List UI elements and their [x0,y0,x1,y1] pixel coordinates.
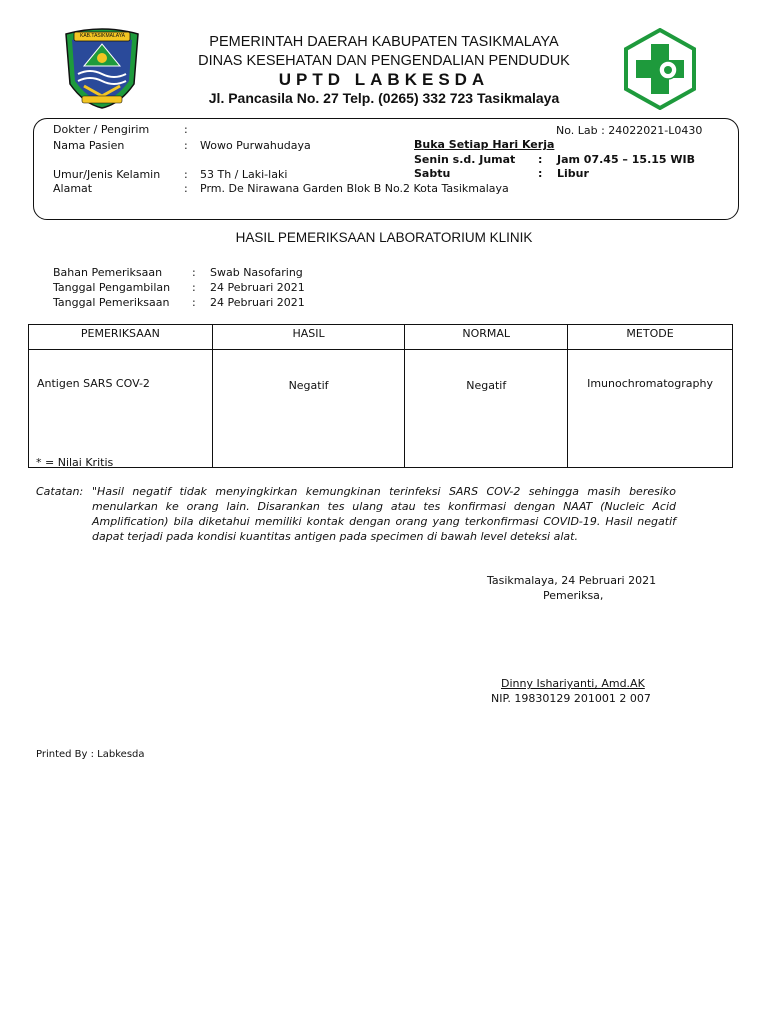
signature-nip: NIP. 19830129 201001 2 007 [491,692,651,705]
doctor-sep: : [184,123,188,136]
collection-date-sep: : [192,281,196,294]
signature-role: Pemeriksa, [543,589,604,602]
saturday-label: Sabtu [414,167,451,180]
weekday-sep: : [538,153,543,166]
health-cross-logo [624,28,696,110]
specimen-value: Swab Nasofaring [210,266,303,279]
header-method: METODE [568,325,733,350]
printed-by: Printed By : Labkesda [36,749,145,760]
table-row [29,350,733,468]
address-sep: : [184,182,188,195]
weekday-label: Senin s.d. Jumat [414,153,516,166]
examination-name: Antigen SARS COV-2 [37,377,150,390]
age-gender-sep: : [184,168,188,181]
normal-value: Negatif [466,379,507,392]
signature-name: Dinny Ishariyanti, Amd.AK [501,677,645,690]
opening-hours-title: Buka Setiap Hari Kerja [414,138,555,151]
saturday-sep: : [538,167,543,180]
regency-emblem-logo [60,26,144,110]
age-gender-value: 53 Th / Laki-laki [200,168,288,181]
header-government: PEMERINTAH DAERAH KABUPATEN TASIKMALAYA [209,34,559,50]
results-header-row [29,325,733,350]
address-value: Prm. De Nirawana Garden Blok B No.2 Kota Tasikmalaya [200,182,509,195]
notes-block [36,484,676,544]
method-value: Imunochromatography [587,377,713,390]
header-normal: NORMAL [405,325,568,350]
collection-date-value: 24 Pebruari 2021 [210,281,305,294]
patient-name-label: Nama Pasien [53,139,125,152]
cell-method [568,350,733,468]
cell-result [212,350,405,468]
patient-name-value: Wowo Purwahudaya [200,139,311,152]
specimen-label: Bahan Pemeriksaan [53,266,163,279]
critical-value-note: * = Nilai Kritis [36,456,114,469]
address-label: Alamat [53,182,93,195]
result-value: Negatif [288,379,329,392]
age-gender-label: Umur/Jenis Kelamin [53,168,161,181]
header-department: DINAS KESEHATAN DAN PENGENDALIAN PENDUDUK [198,53,570,69]
header-examination: PEMERIKSAAN [29,325,213,350]
weekday-hours: Jam 07.45 – 15.15 WIB [557,153,695,166]
lab-number: No. Lab : 24022021-L0430 [556,124,703,137]
exam-date-label: Tanggal Pemeriksaan [53,296,170,309]
cell-normal [405,350,568,468]
notes-label: Catatan: [36,485,84,498]
doctor-label: Dokter / Pengirim [53,123,150,136]
report-title: HASIL PEMERIKSAAN LABORATORIUM KLINIK [235,230,533,245]
signature-place-date: Tasikmalaya, 24 Pebruari 2021 [487,574,657,587]
specimen-sep: : [192,266,196,279]
patient-name-sep: : [184,139,188,152]
header-result: HASIL [212,325,405,350]
exam-date-sep: : [192,296,196,309]
notes-text: "Hasil negatif tidak menyingkirkan kemungkinan terinfeksi SARS COV-2 sehingga masih beresiko menularkan ke orang lain. Disarankan tes ulang atau tes konfirmasi dengan NAAT (Nucleic Acid Amplification) bila diketahui memiliki kontak dengan orang yang terkonfirmasi COVID-19. Hasil negatif dapat terjadi pada kondisi kuantitas antigen pada specimen di bawah level deteksi alat. [92,485,676,543]
saturday-hours: Libur [557,167,589,180]
header-unit: UPTD LABKESDA [278,70,490,89]
emblem-label: KAB.TASIKMALAYA [80,33,126,39]
collection-date-label: Tanggal Pengambilan [53,281,171,294]
cell-examination [29,350,213,468]
header-address: Jl. Pancasila No. 27 Telp. (0265) 332 723 Tasikmalaya [208,90,560,106]
results-table [28,324,733,468]
exam-date-value: 24 Pebruari 2021 [210,296,305,309]
